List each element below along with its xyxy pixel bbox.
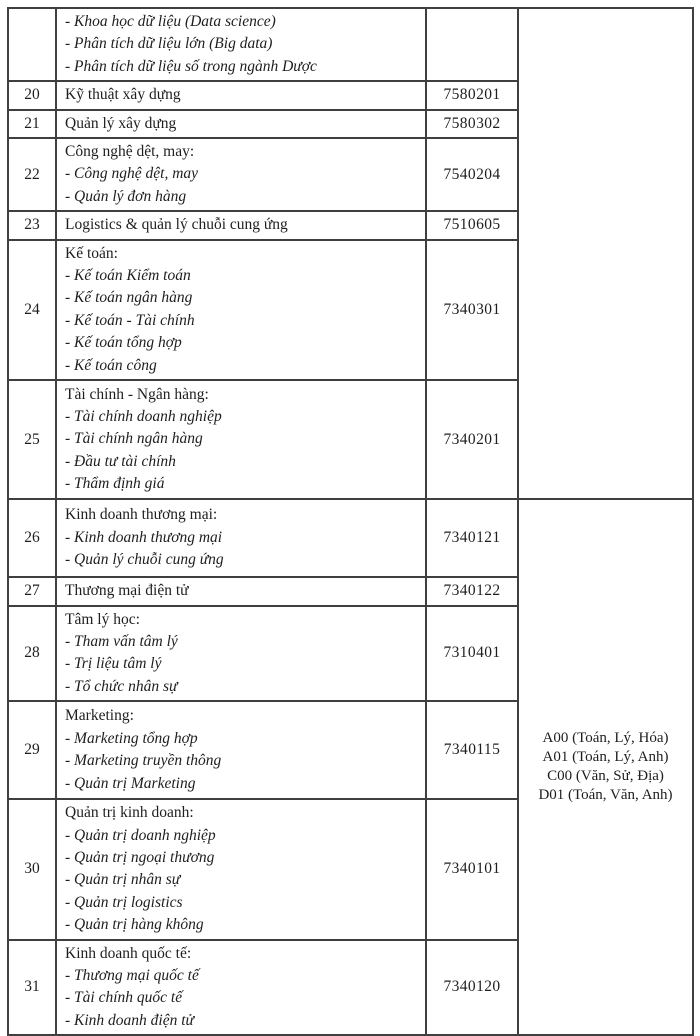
major-subitem: - Quản trị nhân sự [65,871,181,889]
major-subitem: - Kinh doanh thương mại [65,528,223,546]
major-subitem: - Kinh doanh điện tử [65,1011,195,1029]
major-cell [56,138,426,211]
row-number-cell: 28 [8,606,56,702]
major-subitem: - Kế toán tổng hợp [65,334,182,352]
major-cell [56,701,426,799]
major-cell [56,81,426,109]
major-cell [56,211,426,239]
major-cell [56,240,426,380]
exam-combo-line: A01 (Toán, Lý, Anh) [542,749,669,766]
row-number-cell: 24 [8,240,56,380]
major-subitem: - Marketing tổng hợp [65,729,198,747]
major-name: Marketing: [65,707,134,725]
major-subitem: - Tài chính doanh nghiệp [65,407,222,425]
exam-combo-line: C00 (Văn, Sử, Địa) [547,768,664,785]
exam-combo-line: D01 (Toán, Văn, Anh) [538,787,673,804]
major-subitem: - Tổ chức nhân sự [65,677,178,695]
major-subitem: - Quản trị hàng không [65,916,204,934]
major-cell [56,8,426,81]
major-name: Công nghệ dệt, may: [65,143,195,161]
major-name: Tài chính - Ngân hàng: [65,385,209,403]
row-number-cell [8,8,56,81]
major-subitem: - Marketing truyền thông [65,752,222,770]
major-subitem: - Trị liệu tâm lý [65,655,162,673]
major-name: Kế toán: [65,244,118,262]
row-number-cell: 30 [8,799,56,939]
major-code-cell [426,8,518,81]
major-subitem: - Kế toán - Tài chính [65,311,195,329]
row-number-cell: 31 [8,940,56,1036]
majors-table [7,7,694,1036]
major-code-cell: 7340301 [426,240,518,380]
major-name: Kỹ thuật xây dựng [65,86,181,104]
major-subitem: - Quản trị doanh nghiệp [65,826,216,844]
major-subitem: - Tài chính ngân hàng [65,430,203,448]
table-row [8,499,693,577]
major-code-cell: 7580302 [426,110,518,138]
major-subitem: - Thẩm định giá [65,475,165,493]
major-cell [56,499,426,577]
major-subitem: - Quản trị logistics [65,893,183,911]
major-subitem: - Quản lý đơn hàng [65,187,187,205]
major-name: Thương mại điện tử [65,582,189,600]
row-number-cell: 27 [8,577,56,605]
empty-combos-cell [518,8,693,499]
row-number-cell: 23 [8,211,56,239]
exam-combos-cell [518,499,693,1035]
row-number-cell: 25 [8,380,56,499]
major-code-cell: 7340122 [426,577,518,605]
major-cell [56,606,426,702]
major-cell [56,940,426,1036]
row-number-cell: 21 [8,110,56,138]
major-subitem: - Tài chính quốc tế [65,989,183,1007]
major-code-cell: 7510605 [426,211,518,239]
exam-combo-line: A00 (Toán, Lý, Hóa) [542,730,669,747]
row-number-cell: 29 [8,701,56,799]
major-subitem: - Khoa học dữ liệu (Data science) [65,13,276,30]
major-subitem: - Công nghệ dệt, may [65,165,199,183]
major-code-cell: 7340101 [426,799,518,939]
major-code-cell: 7340201 [426,380,518,499]
major-name: Logistics & quản lý chuỗi cung ứng [65,216,288,234]
major-name: Quản lý xây dựng [65,114,177,132]
major-subitem: - Kế toán công [65,356,157,374]
row-number-cell: 26 [8,499,56,577]
major-cell [56,380,426,499]
major-subitem: - Quản trị Marketing [65,774,196,792]
major-cell [56,799,426,939]
major-code-cell: 7340120 [426,940,518,1036]
major-subitem: - Đầu tư tài chính [65,452,176,470]
major-code-cell: 7340121 [426,499,518,577]
table-row [8,8,693,81]
major-code-cell: 7340115 [426,701,518,799]
major-subitem: - Kế toán Kiểm toán [65,267,191,285]
major-name: Kinh doanh thương mại: [65,506,218,524]
major-subitem: - Thương mại quốc tế [65,966,199,984]
major-name: Kinh doanh quốc tế: [65,944,192,962]
major-subitem: - Kế toán ngân hàng [65,289,193,307]
major-subitem: - Phân tích dữ liệu lớn (Big data) [65,35,273,53]
major-subitem: - Phân tích dữ liệu số trong ngành Dược [65,57,317,75]
major-cell [56,110,426,138]
major-name: Quản trị kinh doanh: [65,804,194,822]
major-code-cell: 7580201 [426,81,518,109]
major-subitem: - Quản trị ngoại thương [65,848,215,866]
major-subitem: - Tham vấn tâm lý [65,632,178,650]
major-name: Tâm lý học: [65,610,140,628]
major-code-cell: 7310401 [426,606,518,702]
major-cell [56,577,426,605]
row-number-cell: 22 [8,138,56,211]
major-code-cell: 7540204 [426,138,518,211]
row-number-cell: 20 [8,81,56,109]
major-subitem: - Quản lý chuỗi cung ứng [65,551,224,569]
